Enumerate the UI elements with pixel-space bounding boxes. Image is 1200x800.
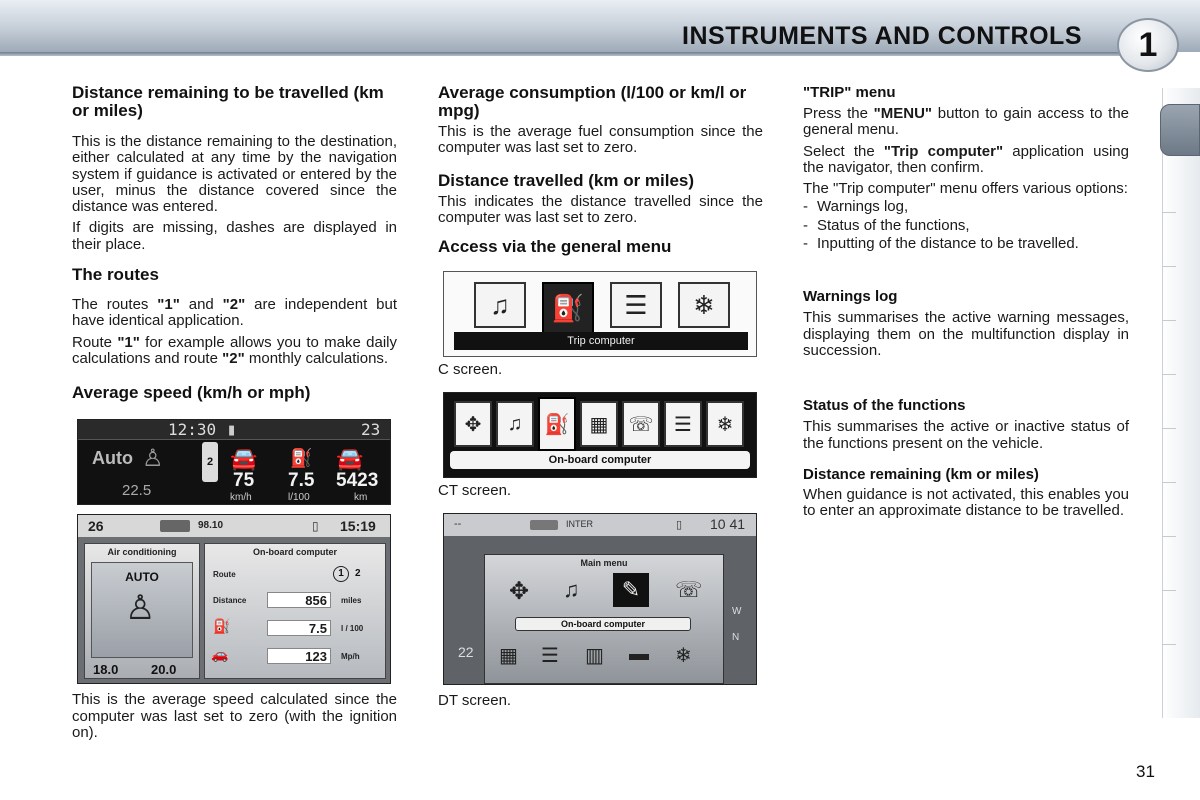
fuel-icon: ▮: [228, 422, 236, 438]
settings-icon: ☰: [664, 401, 702, 447]
car-icon: 🚗: [211, 646, 229, 663]
phone-icon: ▯: [312, 519, 319, 534]
average-consumption-unit: l/100: [288, 492, 310, 504]
map-icon: ▥: [585, 645, 604, 668]
text: are independent but have identical application.: [72, 296, 397, 330]
tab-divider: [1162, 212, 1176, 213]
climate-icon: ❄: [706, 401, 744, 447]
video-icon: ▬: [629, 643, 649, 666]
dash-mark: -: [803, 198, 808, 216]
paragraph-menu-button: [803, 106, 1129, 139]
fuel-pump-icon: ⛽: [290, 448, 313, 469]
audio-icon: ♫: [563, 577, 580, 603]
temperature-left: 18.0: [93, 662, 119, 678]
c-screen-menu: [443, 271, 757, 357]
list-item: [803, 236, 1129, 252]
directory-icon: ▦: [499, 645, 518, 668]
route-2-label: "2": [222, 349, 245, 367]
tab-divider: [1162, 482, 1176, 483]
tab-divider: [1162, 590, 1176, 591]
text: The routes: [72, 296, 158, 314]
paragraph: This is the distance remaining to the destination, either calculated at any time by the navigation system if guidance is activated or entered by the user, minus the distance covered since the distance was entered.: [72, 133, 397, 216]
heading-distance-travelled: Distance travelled (km or miles): [438, 170, 695, 190]
car-distance-icon: 🚘: [336, 446, 364, 472]
display-temperature: 23: [361, 420, 381, 440]
distance-unit: km: [354, 492, 368, 504]
on-board-computer-icon: ✎: [613, 573, 649, 607]
text: Route: [72, 333, 118, 351]
paragraph: When guidance is not activated, this enables you to enter an approximate distance to be travelled.: [803, 485, 1129, 520]
tab-divider: [1162, 320, 1176, 321]
text: and: [179, 296, 223, 314]
trip-computer-icon: ⛽: [542, 282, 594, 334]
heading-average-speed: Average speed (km/h or mph): [72, 383, 311, 403]
text: Press the: [803, 105, 874, 122]
text: for example allows you to make daily calculations and route: [72, 333, 397, 367]
chapter-number-badge: 1: [1117, 18, 1179, 72]
air-conditioning-panel: [84, 543, 200, 679]
settings-icon: ☰: [541, 645, 559, 668]
header-rule: [0, 52, 1120, 56]
route-1-selected: 1: [333, 566, 349, 582]
menu-title: Main menu: [580, 558, 628, 569]
navigation-icon: ✥: [509, 578, 530, 606]
average-speed-unit: km/h: [230, 492, 252, 504]
route-label: Route: [213, 570, 236, 580]
instrument-display-screen: [77, 419, 391, 505]
top-left-indicator: --: [454, 518, 462, 531]
column-left: [72, 84, 397, 741]
paragraph-route-example: [72, 335, 397, 368]
route-2-label: "2": [222, 296, 246, 314]
climate-temperature: 22.5: [122, 482, 152, 500]
distance-unit: miles: [341, 596, 362, 606]
chapter-tab-strip: [1162, 88, 1200, 718]
average-consumption-value: 7.5: [288, 470, 315, 492]
on-board-computer-icon: ⛽: [538, 397, 576, 451]
paragraph: This summarises the active or inactive status of the functions present on the vehicle.: [803, 418, 1129, 452]
menu-selection-label: On-board computer: [450, 451, 750, 469]
option-text: Inputting of the distance to be travelled.: [817, 235, 1079, 253]
radio-icon: [160, 520, 190, 532]
heading-the-routes: The routes: [72, 265, 159, 285]
menu-selection-label: Trip computer: [454, 332, 748, 350]
option-text: Status of the functions,: [817, 216, 970, 234]
route-number: 2: [206, 456, 214, 469]
tab-divider: [1162, 536, 1176, 537]
caption-dt-screen: DT screen.: [438, 692, 512, 710]
heading-access-general-menu: Access via the general menu: [438, 237, 672, 257]
main-menu-panel: [484, 554, 724, 684]
paragraph: This indicates the distance travelled since the computer was last set to zero.: [438, 192, 763, 226]
heading-warnings-log: Warnings log: [803, 288, 898, 306]
paragraph-select-trip-computer: [803, 144, 1129, 177]
heading-average-consumption: Average consumption (l/100 or km/l or mpg): [438, 83, 747, 120]
climate-icon: ❄: [675, 645, 692, 668]
list-item: [803, 218, 1129, 234]
paragraph: This is the average fuel consumption since the computer was last set to zero.: [438, 123, 763, 157]
heading-distance-remaining: Distance remaining (km or miles): [803, 465, 1039, 483]
heading-status-of-functions: Status of the functions: [803, 397, 966, 415]
tab-divider: [1162, 644, 1176, 645]
average-speed-value: 75: [233, 470, 255, 492]
option-text: Warnings log,: [817, 198, 909, 216]
climate-mode: Auto: [92, 448, 133, 469]
menu-selection-label: On-board computer: [515, 617, 691, 631]
paragraph: The "Trip computer" menu offers various options:: [803, 180, 1128, 198]
radio-station: INTER: [566, 519, 593, 530]
temperature-right: 20.0: [151, 662, 177, 678]
display-time: 15:19: [340, 518, 376, 535]
paragraph: If digits are missing, dashes are displayed in their place.: [72, 219, 397, 253]
text: button to gain access to the general menu.: [803, 105, 1130, 139]
left-value: 22: [458, 644, 474, 661]
heading-trip-menu: "TRIP" menu: [803, 84, 896, 101]
side-label-w: W: [732, 606, 742, 618]
consumption-value-field: 7.5: [267, 620, 331, 636]
panel-title: Air conditioning: [107, 547, 177, 558]
telephone-icon: ☏: [675, 577, 703, 603]
climate-auto: AUTO: [125, 570, 159, 585]
phone-icon: ▯: [676, 519, 683, 532]
paragraph: This is the average speed calculated since the computer was last set to zero (with the ignition on).: [72, 691, 397, 741]
dash-mark: -: [803, 235, 808, 253]
text: Select the: [803, 142, 884, 160]
route-selector: [202, 442, 218, 482]
distance-value-field: 856: [267, 592, 331, 608]
dash-mark: -: [803, 216, 808, 234]
panel-title: On-board computer: [252, 547, 337, 558]
text: monthly calculations.: [244, 349, 389, 367]
caption-ct-screen: CT screen.: [438, 482, 512, 500]
settings-icon: ☰: [610, 282, 662, 328]
navigation-icon: ✥: [454, 401, 492, 447]
tab-divider: [1162, 266, 1176, 267]
telephone-icon: ☏: [622, 401, 660, 447]
display-time: 12:30: [168, 420, 217, 440]
route-1-label: "1": [117, 333, 140, 351]
paragraph: This summarises the active warning messages, displaying them on the multifunction display in succession.: [803, 309, 1129, 359]
seat-occupant-icon: ♙: [142, 445, 164, 473]
list-item: [803, 199, 1129, 215]
outside-temperature: 26: [88, 518, 104, 535]
trip-computer-label: "Trip computer": [883, 142, 1004, 160]
audio-icon: ♫: [474, 282, 526, 328]
route-1-label: "1": [157, 296, 180, 314]
route-2: 2: [355, 568, 361, 580]
on-board-computer-panel: [204, 543, 386, 679]
multifunction-display-screen: [77, 514, 391, 684]
page-header: [0, 0, 1200, 80]
tab-divider: [1162, 374, 1176, 375]
chapter-title: INSTRUMENTS AND CONTROLS: [682, 22, 1082, 50]
seat-occupant-icon: ♙: [125, 589, 156, 628]
ct-screen-menu: [443, 392, 757, 478]
page-number: 31: [1136, 762, 1155, 781]
active-chapter-tab: [1160, 104, 1200, 156]
radio-frequency: 98.10: [198, 520, 224, 532]
text: application using the navigator, then confirm.: [803, 142, 1129, 176]
side-label-n: N: [732, 632, 740, 644]
distance-value: 5423: [336, 470, 379, 492]
paragraph-routes: [72, 297, 397, 330]
tab-divider: [1162, 428, 1176, 429]
car-speed-icon: 🚘: [230, 446, 258, 472]
audio-icon: ♫: [496, 401, 534, 447]
radio-icon: [530, 520, 558, 530]
climate-icon: ❄: [678, 282, 730, 328]
column-right: [803, 84, 1129, 519]
trip-menu-options: [803, 199, 1129, 252]
consumption-unit: l / 100: [341, 624, 364, 634]
fuel-pump-icon: ⛽: [213, 618, 231, 635]
dt-screen-menu: [443, 513, 757, 685]
column-middle: [438, 84, 763, 709]
speed-unit: Mp/h: [341, 652, 360, 662]
directory-icon: ▦: [580, 401, 618, 447]
heading-distance-remaining: Distance remaining to be travelled (km or miles): [72, 83, 384, 120]
caption-c-screen: C screen.: [438, 361, 503, 379]
distance-label: Distance: [213, 596, 247, 606]
speed-value-field: 123: [267, 648, 331, 664]
menu-button-label: "MENU": [873, 105, 933, 122]
display-time: 10 41: [710, 516, 746, 533]
